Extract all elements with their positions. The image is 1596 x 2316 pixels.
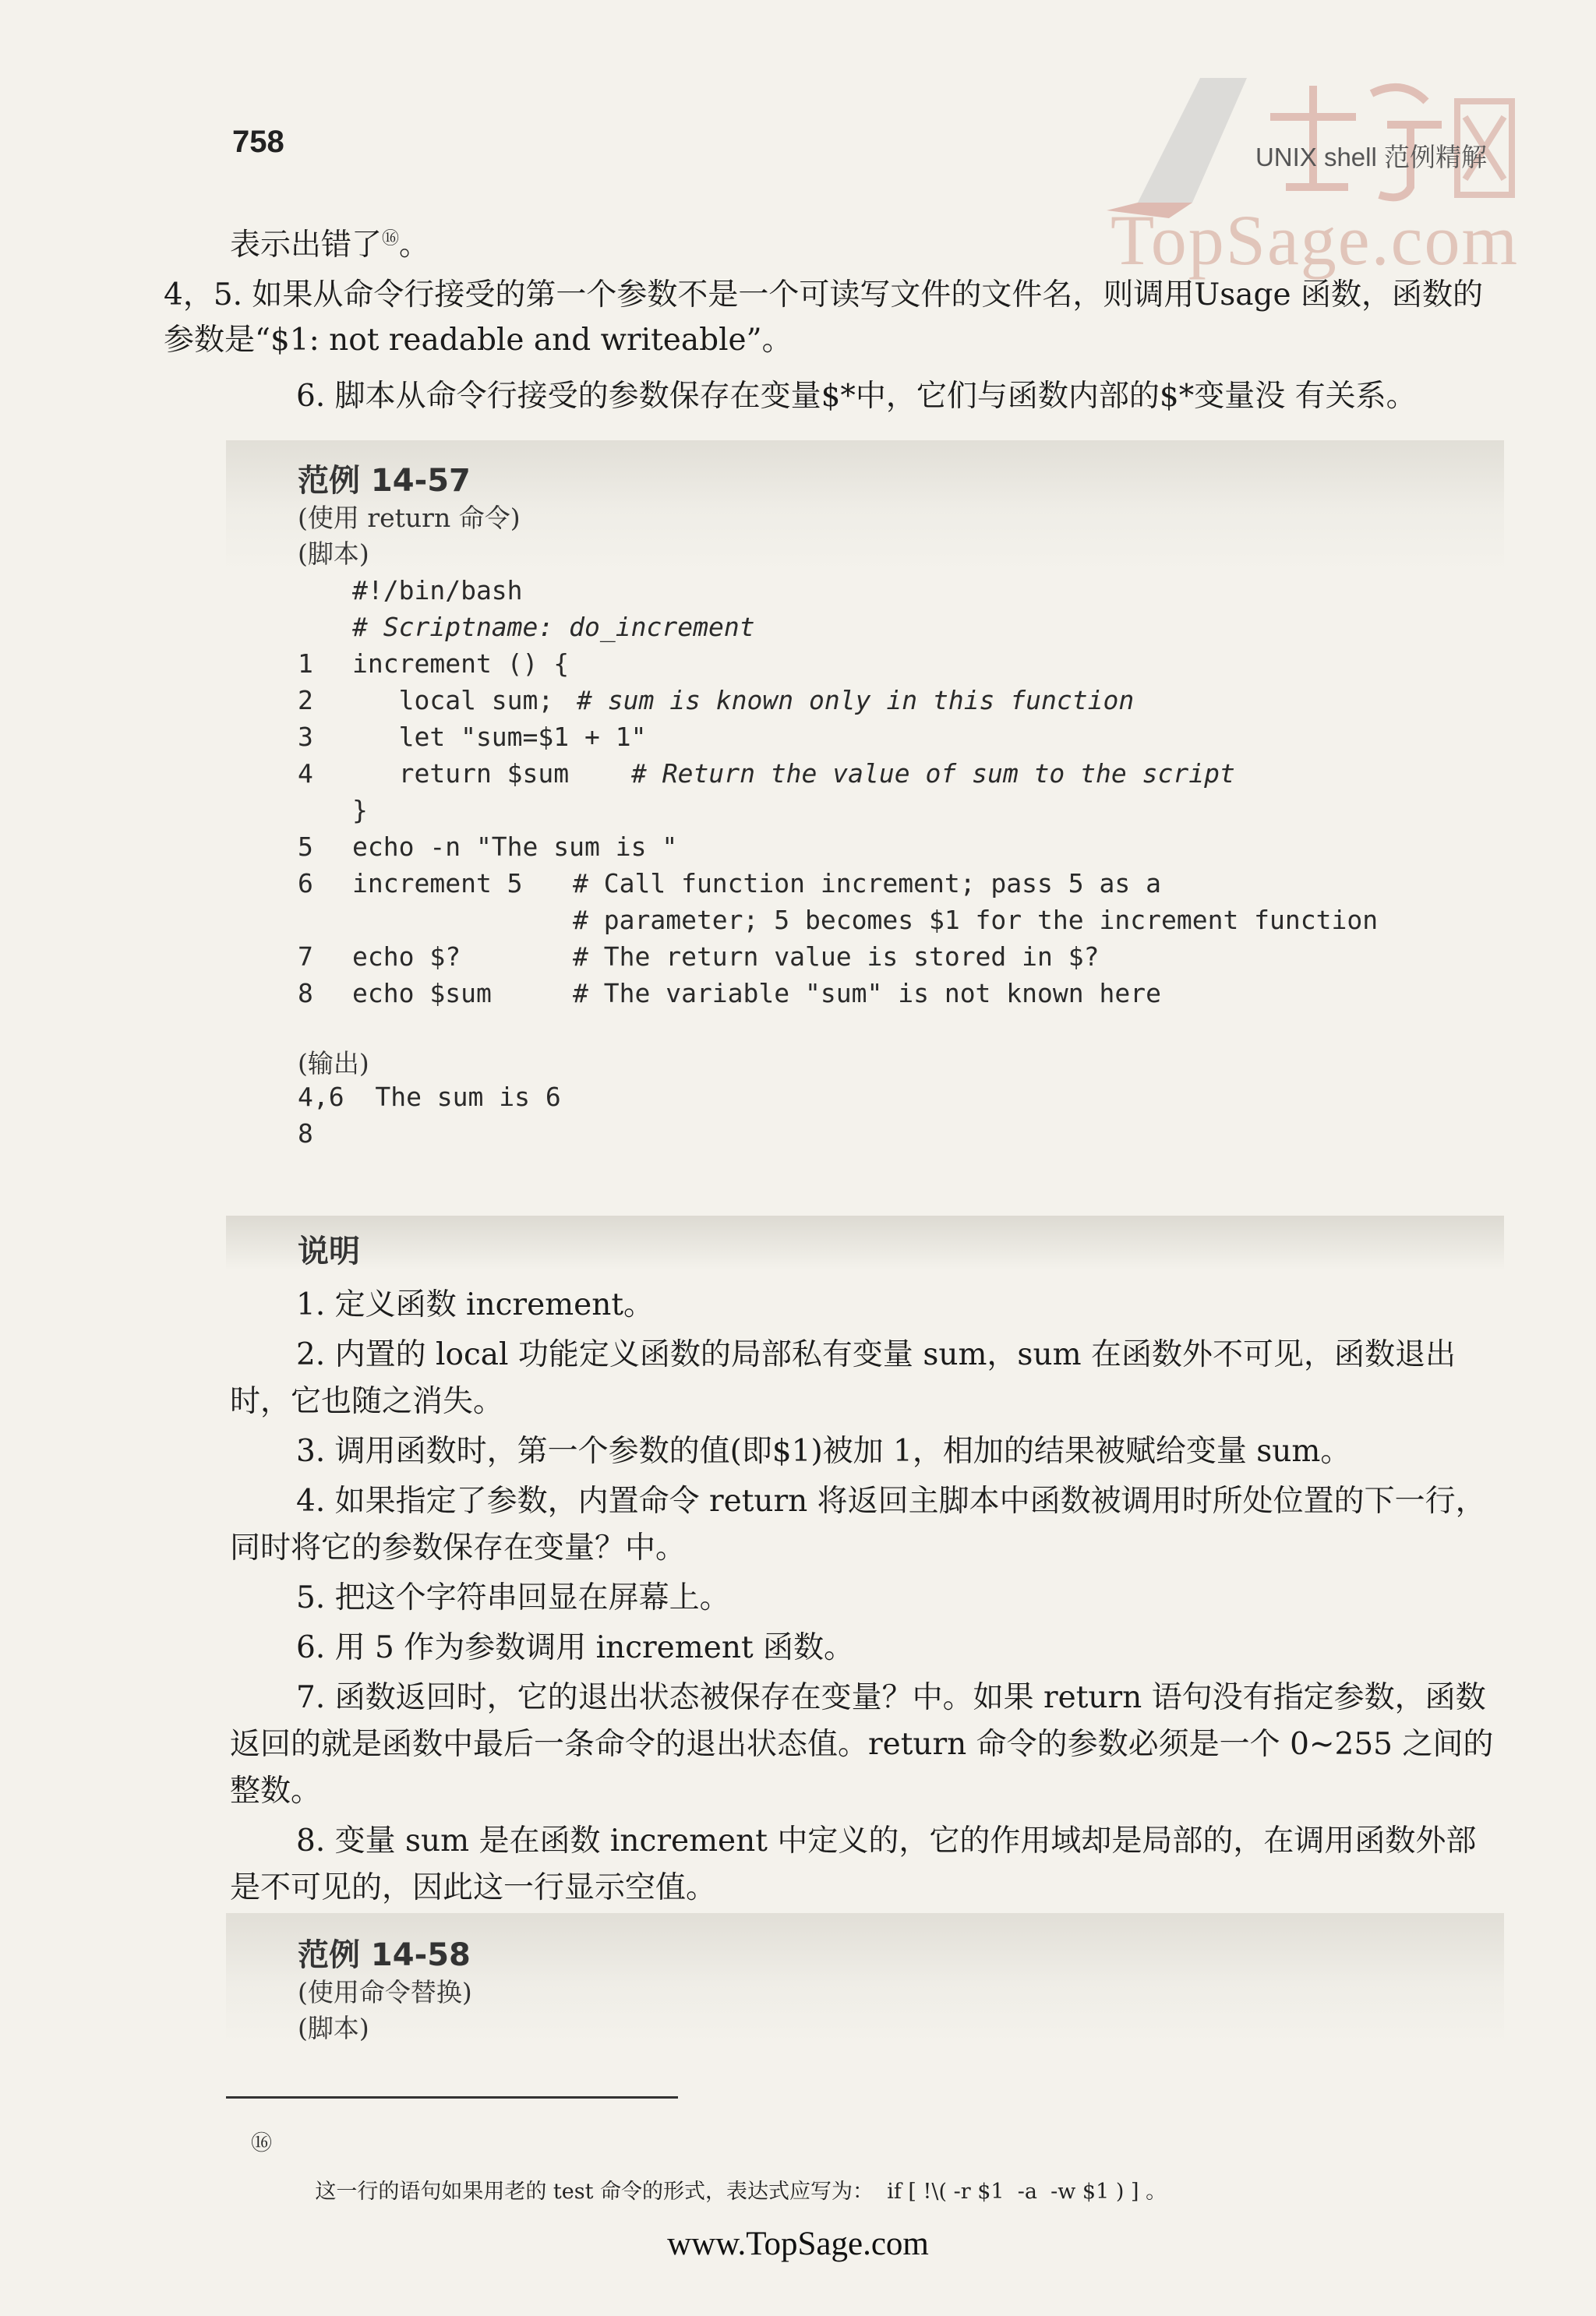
line-number: 4 — [298, 758, 313, 789]
explanation-heading: 说明 — [298, 1234, 360, 1269]
code-comment: # parameter; 5 becomes $1 for the increment function — [573, 905, 1379, 935]
explanation-item: 2. 内置的 local 功能定义函数的局部私有变量 sum，sum 在函数外不可见，函数退出时，它也随之消失。 — [230, 1337, 1456, 1419]
footnote-rule — [226, 2096, 678, 2099]
code-text: return $sum — [352, 758, 570, 789]
example-title: 范例 14-57 — [298, 463, 471, 499]
line-number: 5 — [298, 831, 313, 862]
footnote — [251, 2126, 1167, 2229]
intro-paragraph-3: 6. 脚本从命令行接受的参数保存在变量$*中，它们与函数内部的$*变量没 有关系。 — [296, 379, 1417, 414]
explanation-list — [230, 1282, 1496, 1912]
script-label: (脚本) — [298, 2013, 369, 2043]
code-line — [226, 905, 1504, 941]
output-line: 8 — [298, 1118, 313, 1149]
intro-paragraph-2: 4，5. 如果从命令行接受的第一个参数不是一个可读写文件的文件名，则调用Usage 函数，函数的参数是“$1: not readable and writeable”。 — [164, 277, 1483, 358]
footnote-ref: ⑯ — [382, 229, 400, 249]
code-listing — [226, 575, 1504, 1015]
intro-line-1: 表示出错了⑯。 — [230, 228, 430, 263]
code-text: echo $sum — [352, 978, 492, 1008]
code-line — [226, 685, 1504, 722]
code-text: } — [352, 795, 368, 825]
code-text: #!/bin/bash — [352, 575, 523, 605]
code-text: local sum; — [352, 685, 554, 715]
code-line — [226, 722, 1504, 758]
explanation-item: 6. 用 5 作为参数调用 increment 函数。 — [296, 1630, 855, 1665]
explanation-item: 4. 如果指定了参数，内置命令 return 将返回主脚本中函数被调用时所处位置的下一行，同时将它的参数保存在变量？中。 — [230, 1484, 1486, 1566]
code-line — [226, 758, 1504, 795]
explanation-item: 8. 变量 sum 是在函数 increment 中定义的，它的作用域却是局部的，在调用函数外部是不可见的，因此这一行显示空值。 — [230, 1823, 1477, 1905]
footnote-mark: ⑯ — [251, 2131, 272, 2155]
footnote-text: 这一行的语句如果用老的 test 命令的形式，表达式应写为： if [ !\( -r $1 -a -w $1 ) ] 。 — [315, 2180, 1167, 2204]
code-line — [226, 978, 1504, 1015]
explanation-item: 1. 定义函数 increment。 — [296, 1287, 655, 1322]
watermark-text: TopSage.com — [1110, 200, 1520, 280]
line-number: 7 — [298, 941, 313, 972]
script-label: (脚本) — [298, 538, 369, 569]
line-number: 2 — [298, 685, 313, 715]
code-comment: # Return the value of sum to the script — [631, 758, 1235, 789]
code-text: echo -n "The sum is " — [352, 831, 678, 862]
explanation-item: 7. 函数返回时，它的退出状态被保存在变量？中。如果 return 语句没有指定参数，函数返回的就是函数中最后一条命令的退出状态值。return 命令的参数必须是一个 0~255 之间的整数。 — [230, 1680, 1494, 1809]
code-comment: # The return value is stored in $? — [573, 941, 1100, 972]
running-head: UNIX shell 范例精解 — [1255, 143, 1487, 171]
example-subtitle: (使用命令替换) — [298, 1977, 472, 2007]
code-line — [226, 868, 1504, 905]
code-text: increment 5 — [352, 868, 523, 899]
code-comment: # The variable "sum" is not known here — [573, 978, 1161, 1008]
explanation-heading-bar — [226, 1216, 1504, 1270]
code-comment: # Call function increment; pass 5 as a — [573, 868, 1161, 899]
example-14-58 — [226, 1913, 1504, 2061]
output-line: 4,6 The sum is 6 — [298, 1082, 561, 1112]
site-footer: www.TopSage.com — [667, 2226, 929, 2262]
code-line — [226, 575, 1504, 612]
code-line — [226, 795, 1504, 831]
line-number: 1 — [298, 648, 313, 679]
line-number: 8 — [298, 978, 313, 1008]
code-line — [226, 612, 1504, 648]
explanation-item: 5. 把这个字符串回显在屏幕上。 — [296, 1580, 730, 1615]
line-number: 6 — [298, 868, 313, 899]
code-text: echo $? — [352, 941, 461, 972]
example-subtitle: (使用 return 命令) — [298, 503, 521, 533]
output-label: (输出) — [298, 1048, 369, 1079]
code-line — [226, 831, 1504, 868]
code-text: # Scriptname: do_increment — [352, 612, 755, 642]
code-line — [226, 648, 1504, 685]
explanation-item: 3. 调用函数时，第一个参数的值(即$1)被加 1，相加的结果被赋给变量 sum。 — [296, 1434, 1351, 1469]
code-text: let "sum=$1 + 1" — [352, 722, 647, 752]
example-title: 范例 14-58 — [298, 1937, 471, 1973]
example-14-57 — [226, 440, 1504, 1220]
code-text: increment () { — [352, 648, 570, 679]
line-number: 3 — [298, 722, 313, 752]
code-line — [226, 941, 1504, 978]
page-number: 758 — [232, 125, 284, 159]
code-comment: # sum is known only in this function — [577, 685, 1135, 715]
